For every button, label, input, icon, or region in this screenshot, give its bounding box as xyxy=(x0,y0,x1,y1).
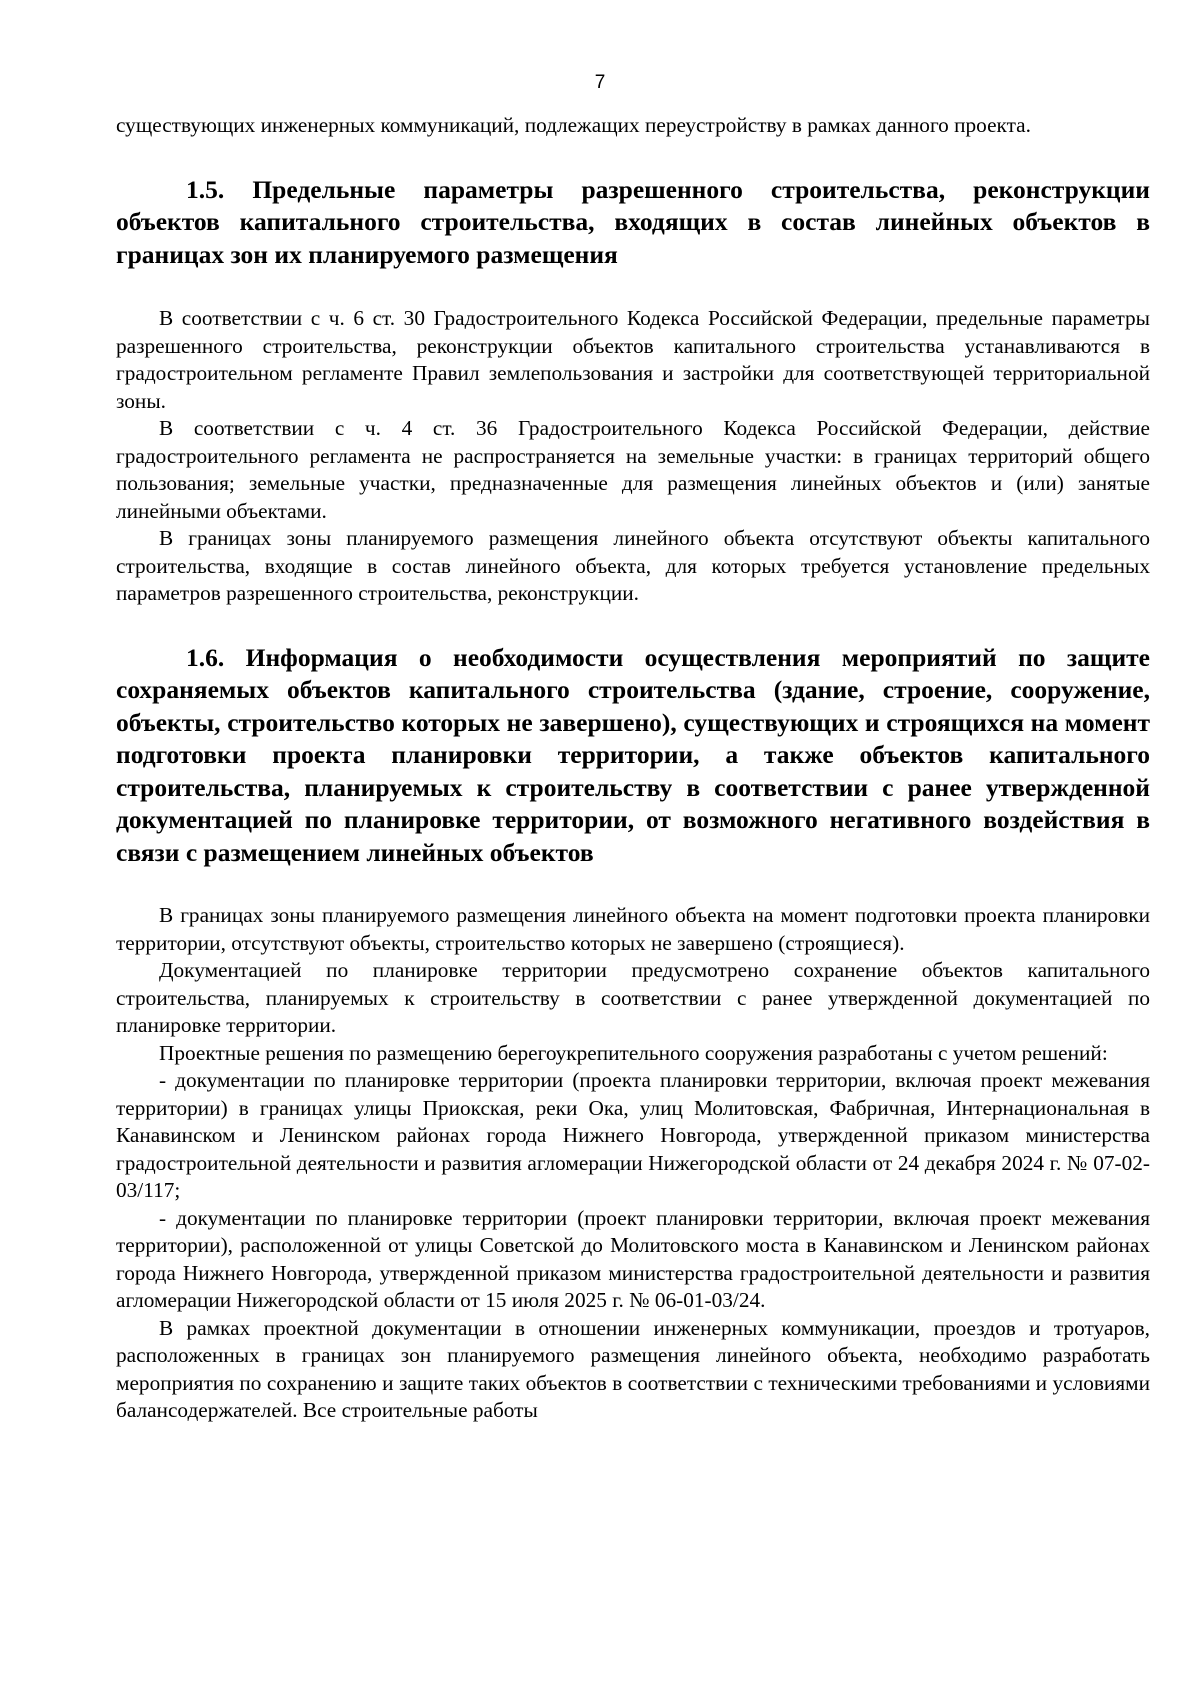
section-1-5-paragraph: В соответствии с ч. 6 ст. 30 Градостроительного Кодекса Российской Федерации, предельные параметры разрешенного строительства, реконструкции объектов капитального строительства устанавливаются в градостроительном регламенте Правил землепользования и застройки для соответствующей территориальной зоны. xyxy=(116,306,1150,413)
section-1-6-heading: 1.6. Информация о необходимости осуществления мероприятий по защите сохраняемых объектов капитального строительства (здание, строение, сооружение, объекты, строительство которых не завершено), существующих и строящихся на момент подготовки проекта планировки территории, а также объектов капитального строительства, планируемых к строительству в соответствии с ранее утвержденной документацией по планировке территории, от возможного негативного воздействия в связи с размещением линейных объектов xyxy=(116,642,1150,867)
page-number: 7 xyxy=(594,72,606,93)
section-1-6-paragraph: В рамках проектной документации в отношении инженерных коммуникации, проездов и тротуаров, расположенных в границах зон планируемого размещения линейного объекта, необходимо разработать мероприятия по сохранению и защите таких объектов в соответствии с техническими требованиями и условиями балансодержателей. Все строительные работы xyxy=(116,1315,1150,1422)
section-1-6-paragraph: Документацией по планировке территории предусмотрено сохранение объектов капитального строительства, планируемых к строительству в соответствии с ранее утвержденной документацией по планировке территории. xyxy=(116,958,1150,1037)
section-1-5-heading: 1.5. Предельные параметры разрешенного строительства, реконструкции объектов капитального строительства, входящих в состав линейных объектов в границах зон их планируемого размещения xyxy=(116,174,1150,269)
section-1-5-paragraph: В границах зоны планируемого размещения линейного объекта отсутствуют объекты капитального строительства, входящие в состав линейного объекта, для которых требуется установление предельных параметров разрешенного строительства, реконструкции. xyxy=(116,526,1150,605)
page-content xyxy=(116,112,1150,1425)
intro-paragraph: существующих инженерных коммуникаций, подлежащих переустройству в рамках данного проекта. xyxy=(116,113,1031,137)
section-1-5-paragraph: В соответствии с ч. 4 ст. 36 Градостроительного Кодекса Российской Федерации, действие градостроительного регламента не распространяется на земельные участки: в границах территорий общего пользования; земельные участки, предназначенные для размещения линейных объектов и (или) занятые линейными объектами. xyxy=(116,416,1150,523)
section-1-6-paragraph: Проектные решения по размещению берегоукрепительного сооружения разработаны с учетом решений: xyxy=(159,1040,1108,1065)
section-1-6-list-item: - документации по планировке территории (проекта планировки территории, включая проект межевания территории) в границах улицы Приокская, реки Ока, улиц Молитовская, Фабричная, Интернациональная в Канавинском и Ленинском районах города Нижнего Новгорода, утвержденной приказом министерства градостроительной деятельности и развития агломерации Нижегородской области от 24 декабря 2024 г. № 07-02-03/117; xyxy=(116,1068,1150,1202)
section-1-6-list-item: - документации по планировке территории (проект планировки территории, включая проект межевания территории), расположенной от улицы Советской до Молитовского моста в Канавинском и Ленинском районах города Нижнего Новгорода, утвержденной приказом министерства градостроительной деятельности и развития агломерации Нижегородской области от 15 июля 2025 г. № 06-01-03/24. xyxy=(116,1205,1150,1312)
section-1-6-paragraph: В границах зоны планируемого размещения линейного объекта на момент подготовки проекта планировки территории, отсутствуют объекты, строительство которых не завершено (строящиеся). xyxy=(116,903,1150,955)
